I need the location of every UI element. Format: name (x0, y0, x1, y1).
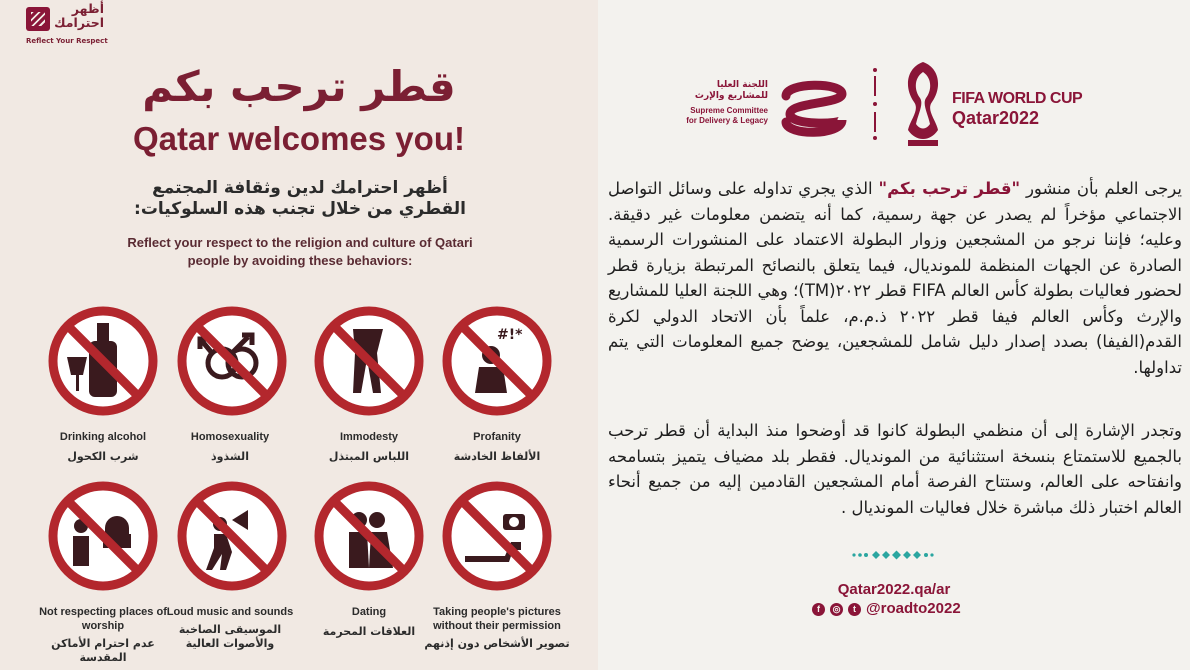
fifa-world-cup-wordmark: FIFA WORLD CUP (952, 90, 1083, 107)
behavior-label-en: Dating (351, 606, 387, 618)
fifa-world-cup-emblem-icon (900, 58, 946, 148)
statement-paragraph-2: وتجدر الإشارة إلى أن منظمي البطولة كانوا قد أوضحوا منذ البداية أن قطر ترحب بالجميع للاستمتاع بنسخة استثنائية من المونديال. فقطر بلد مضياف يتميز بتسامحه وانفتاحه على العالم، وستتاح الفرصة أمام المشجعين القادمين إليه من جميع أنحاء العالم اختبار ذلك مباشرة خلال فعاليات المونديال . (608, 421, 1182, 517)
mosque-person-icon (47, 480, 159, 592)
bottle-glass-icon (47, 305, 159, 417)
behavior-label-en: Loud music and sounds (166, 606, 294, 618)
behavior-label-en: Drinking alcohol (59, 431, 147, 443)
statement-paragraph-1 (608, 176, 1182, 380)
supreme-committee-arabic: اللجنة العليا للمشاريع والإرث (694, 80, 768, 101)
behavior-label-en: Not respecting places of worship (39, 606, 167, 632)
legs-icon (313, 305, 425, 417)
supreme-committee-english: Supreme Committee for Delivery & Legacy (686, 106, 768, 125)
supreme-committee-logo (678, 78, 858, 138)
instagram-icon[interactable]: ◎ (830, 603, 843, 616)
twitter-icon[interactable]: t (848, 603, 861, 616)
behavior-label-en: Immodesty (339, 431, 399, 443)
behavior-label-ar: الألفاظ الخادشة (453, 450, 541, 463)
paragraph-1-intro: يرجى العلم بأن منشور (1020, 179, 1182, 198)
brand-arabic: أظهر احترامك (54, 1, 104, 30)
svg-text:#!*: #!* (497, 327, 523, 343)
behavior-label-en: Profanity (473, 431, 521, 443)
poster-subtitle-arabic: أظهر احترامك لدين وثقافة المجتمع القطري من خلال تجنب هذه السلوكيات: (134, 178, 466, 219)
behavior-label-ar: الشذوذ (211, 450, 249, 463)
facebook-icon[interactable]: f (812, 603, 825, 616)
behavior-label-ar: تصوير الأشخاص دون إذنهم (424, 637, 570, 650)
camera-photographer-icon (441, 480, 553, 592)
poster-subtitle-english: Reflect your respect to the religion and culture of Qatari people by avoiding these behaviors: (127, 235, 473, 268)
supreme-committee-emblem-icon (776, 78, 852, 138)
poster-title-arabic: قطر ترحب بكم (142, 62, 456, 111)
loud-trumpet-icon (176, 480, 288, 592)
social-links (812, 600, 982, 620)
paragraph-1-body: الذي يجري تداوله على وسائل التواصل الاجتماعي مؤخراً لم يصدر عن جهة رسمية، كما أنه يتضمن معلومات غير دقيقة. وعليه؛ فإننا نرجو من المشجعين وزوار البطولة الاعتماد على المنشورات الرسمية الصادرة عن الجهات المنظمة للمونديال، فيما يتعلق بالنصائح المرتبطة بزيارة قطر لحضور فعاليات بطولة كأس العالم FIFA قطر ٢٠٢٢(TM)؛ وهي اللجنة العليا للمشاريع والإرث وكأس العالم فيفا قطر ٢٠٢٢ ذ.م.م، علماً بأن الاتحاد الدولي لكرة القدم(الفيفا) بصدد إصدار دليل شامل للمشجعين، يوضح جميع المعلومات التي يتم تداولها. (608, 179, 1182, 377)
brand-english: Reflect Your Respect (26, 37, 108, 45)
couple-kissing-icon (313, 480, 425, 592)
decorative-dots (852, 549, 936, 561)
logo-divider (872, 66, 878, 142)
poster-title-english: Qatar welcomes you! (133, 120, 465, 157)
social-handle[interactable]: @roadto2022 (866, 600, 961, 617)
behavior-label-ar: الموسيقى الصاخبة والأصوات العالية (178, 623, 282, 650)
behavior-label-ar: اللباس المبتذل (328, 450, 410, 463)
behavior-label-en: Homosexuality (190, 431, 270, 443)
behavior-label-ar: شرب الكحول (67, 450, 139, 463)
gender-symbols-icon (176, 305, 288, 417)
behavior-label-ar: عدم احترام الأماكن المقدسة (51, 637, 155, 664)
behavior-label-ar: العلاقات المحرمة (322, 625, 416, 638)
reflect-your-respect-logo (26, 2, 126, 48)
respect-logo-icon (26, 7, 50, 31)
official-statement-panel (598, 0, 1190, 670)
highlighted-post-title: "قطر ترحب بكم" (878, 179, 1021, 198)
behavior-label-en: Taking people's pictures without their permission (433, 606, 561, 632)
cursing-person-icon (441, 305, 553, 417)
qatar-2022-wordmark: Qatar2022 (952, 108, 1040, 128)
website-link[interactable]: Qatar2022.qa/ar (837, 581, 951, 598)
